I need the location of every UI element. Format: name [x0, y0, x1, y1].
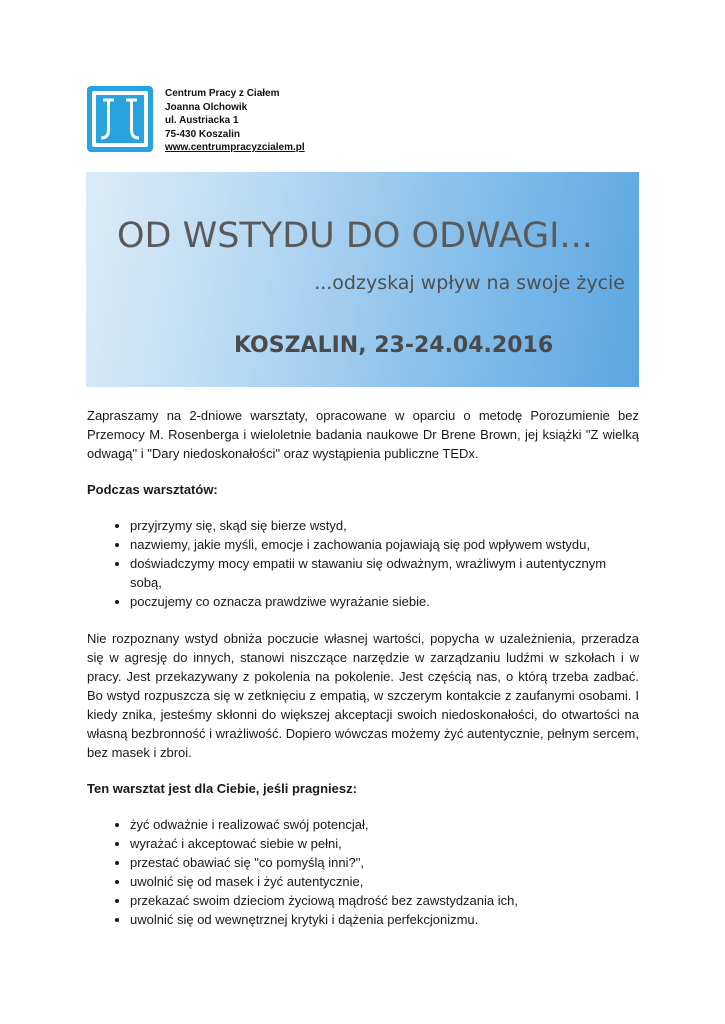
banner-title: OD WSTYDU DO ODWAGI... — [117, 216, 593, 256]
org-name: Centrum Pracy z Ciałem — [165, 88, 280, 99]
section-heading-workshop: Podczas warsztatów: — [87, 482, 218, 497]
list-item: • przestać obawiać się "co pomyślą inni?", — [130, 853, 639, 872]
cpc-logo-icon — [87, 86, 153, 152]
letterhead — [87, 86, 305, 155]
contact-block — [165, 87, 305, 155]
person-name: Joanna Olchowik — [165, 101, 248, 113]
city-address: 75-430 Koszalin — [165, 128, 241, 140]
street-address: ul. Austriacka 1 — [165, 115, 239, 126]
banner-subtitle: ...odzyskaj wpływ na swoje życie — [314, 272, 625, 294]
list-item: • przyjrzymy się, skąd się bierze wstyd, — [130, 516, 639, 535]
audience-list — [87, 815, 639, 929]
document-body — [87, 406, 639, 947]
list-item: • żyć odważnie i realizować swój potencjał, — [130, 815, 639, 834]
workshop-list — [87, 516, 639, 611]
list-item: • uwolnić się od wewnętrznej krytyki i dążenia perfekcjonizmu. — [130, 910, 639, 929]
section-heading-audience: Ten warsztat jest dla Ciebie, jeśli pragniesz: — [87, 781, 357, 796]
list-item: • doświadczymy mocy empatii w stawaniu się odważnym, wrażliwym i autentycznym sobą, — [130, 554, 639, 592]
list-item: • nazwiemy, jakie myśli, emocje i zachowania pojawiają się pod wpływem wstydu, — [130, 535, 639, 554]
list-item: • uwolnić się od masek i żyć autentycznie, — [130, 872, 639, 891]
intro-paragraph: Zapraszamy na 2-dniowe warsztaty, opracowane w oparciu o metodę Porozumienie bez Przemocy M. Rosenberga i wieloletnie badania naukowe Dr Brene Brown, jej książki "Z wielką odwagą" i "Dary niedoskonałości" oraz wystąpienia publiczne TEDx. — [87, 408, 639, 461]
list-item: • poczujemy co oznacza prawdziwe wyrażanie siebie. — [130, 592, 639, 611]
website-link[interactable]: www.centrumpracyzcialem.pl — [165, 142, 305, 153]
list-item: • wyrażać i akceptować siebie w pełni, — [130, 834, 639, 853]
body-paragraph: Nie rozpoznany wstyd obniża poczucie własnej wartości, popycha w uzależnienia, przeradza się w agresję do innych, stanowi niszczące narzędzie w zarządzaniu ludźmi w szkołach i w pracy. Jest przekazywany z pokolenia na pokolenie. Jest częścią nas, o którą trzeba zadbać. Bo wstyd rozpuszcza się w zetknięciu z empatią, w szczerym kontakcie z zaufanymi osobami. I kiedy znika, jesteśmy skłonni do większej akceptacji swoich niedoskonałości, do otwartości na własną bezbronność i wrażliwość. Dopiero wówczas możemy żyć autentycznie, pełnym sercem, bez masek i zbroi. — [87, 631, 639, 760]
banner-date: KOSZALIN, 23-24.04.2016 — [234, 333, 554, 358]
event-banner — [86, 172, 639, 387]
list-item: • przekazać swoim dzieciom życiową mądrość bez zawstydzania ich, — [130, 891, 639, 910]
